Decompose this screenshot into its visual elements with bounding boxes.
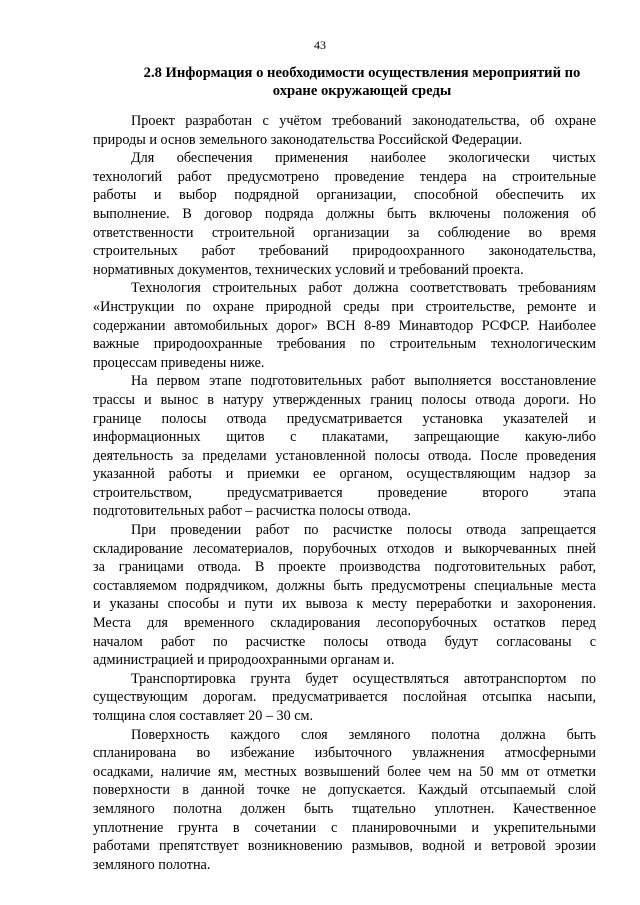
paragraph-line: При проведении работ по расчистке полосы отвода запрещается [131,522,596,539]
paragraph-line: Поверхность каждого слоя земляного полотна должна быть [131,726,596,743]
paragraph-line: строительством, предусматривается проведение второго этапа [93,484,596,501]
paragraph-line: «Инструкции по охране природной среды при строительстве, ремонте и [93,298,596,315]
paragraph-line: Технология строительных работ должна соответствовать требованиям [131,280,596,297]
paragraph-line: спланирована во избежание избыточного увлажнения атмосферными [93,745,596,762]
paragraph-line: границе полосы отвода предусматривается установка указателей и [93,410,596,427]
paragraph [93,670,596,726]
paragraph-line: Для обеспечения применения наиболее экологически чистых [131,150,596,167]
paragraph-line: администрацией и природоохранными органам и. [93,652,395,669]
paragraph-line: На первом этапе подготовительных работ выполняется восстановление [131,373,596,390]
paragraph [93,149,596,279]
paragraph-line: подготовительных работ – расчистка полосы отвода. [93,503,411,520]
paragraph-line: складирование лесоматериалов, порубочных отходов и выкорчеванных пней [93,540,596,557]
paragraph [93,521,596,670]
paragraph-line: Транспортировка грунта будет осуществляться автотранспортом по [131,670,596,687]
paragraph-line: работами препятствует возникновению размывов, водной и ветровой эрозии [93,838,596,855]
paragraph-line: Проект разработан с учётом требований законодательства, об охране [131,113,596,129]
paragraph-line: земляного полотна должен быть тщательно уплотнен. Качественное [93,800,596,817]
paragraph [93,112,596,149]
paragraph-line: строительных работ требований природоохранного законодательства, [93,243,596,260]
paragraph-line: и указаны способы и пути их вывоза к месту переработки и захоронения. [93,596,596,613]
paragraph-line: уплотнение грунта в сочетании с планировочными и укрепительными [93,819,596,836]
paragraph-line: указанной работы и приемки ее органом, осуществляющим надзор за [93,466,596,483]
section-heading-line: охране окружающей среды [272,83,452,99]
paragraph-line: трассы и вынос в натуру утвержденных границ полосы отвода дороги. Но [93,391,596,408]
body-text [93,112,596,874]
paragraph-line: процессам приведены ниже. [93,354,265,371]
section-heading [122,64,602,100]
paragraph-line: информационных щитов с плакатами, запрещающие какую-либо [93,429,596,446]
paragraph-line: ответственности строительной организации за соблюдение во время [93,224,596,241]
paragraph [93,372,596,521]
paragraph [93,279,596,372]
paragraph-line: природы и основ земельного законодательства Российской Федерации. [93,131,523,148]
paragraph-line: составляемом подрядчиком, должны быть предусмотрены специальные места [93,577,596,594]
paragraph-line: осадками, наличие ям, местных возвышений более чем на 50 мм от отметки [93,763,596,780]
paragraph-line: началом работ по расчистке полосы отвода будут согласованы с [93,633,596,650]
paragraph-line: за границами отвода. В проекте производства подготовительных работ, [93,559,596,576]
paragraph [93,726,596,875]
paragraph-line: деятельность за пределами установленной полосы отвода. После проведения [93,447,596,464]
paragraph-line: нормативных документов, технических условий и требований проекта. [93,261,524,278]
paragraph-line: существующим дорогам. предусматривается послойная отсыпка насыпи, [93,689,596,706]
paragraph-line: поверхности в данной точке не допускается. Каждый отсыпаемый слой [93,782,596,799]
paragraph-line: выполнение. В договор подряда должны быть включены положения об [93,205,596,222]
page-number: 43 [314,38,326,52]
paragraph-line: работы и выбор подрядной организации, способной обеспечить их [93,187,596,204]
paragraph-line: толщина слоя составляет 20 – 30 см. [93,708,314,724]
paragraph-line: земляного полотна. [93,856,211,873]
paragraph-line: содержании автомобильных дорог» ВСН 8-89 Минавтодор РСФСР. Наиболее [93,317,596,334]
paragraph-line: Места для временного складирования лесопорубочных остатков перед [93,615,596,632]
paragraph-line: технологий работ предусмотрено проведение тендера на строительные [93,168,596,185]
paragraph-line: важные природоохранные требования по строительным технологическим [93,336,596,353]
section-heading-line: 2.8 Информация о необходимости осуществления мероприятий по [143,65,581,81]
